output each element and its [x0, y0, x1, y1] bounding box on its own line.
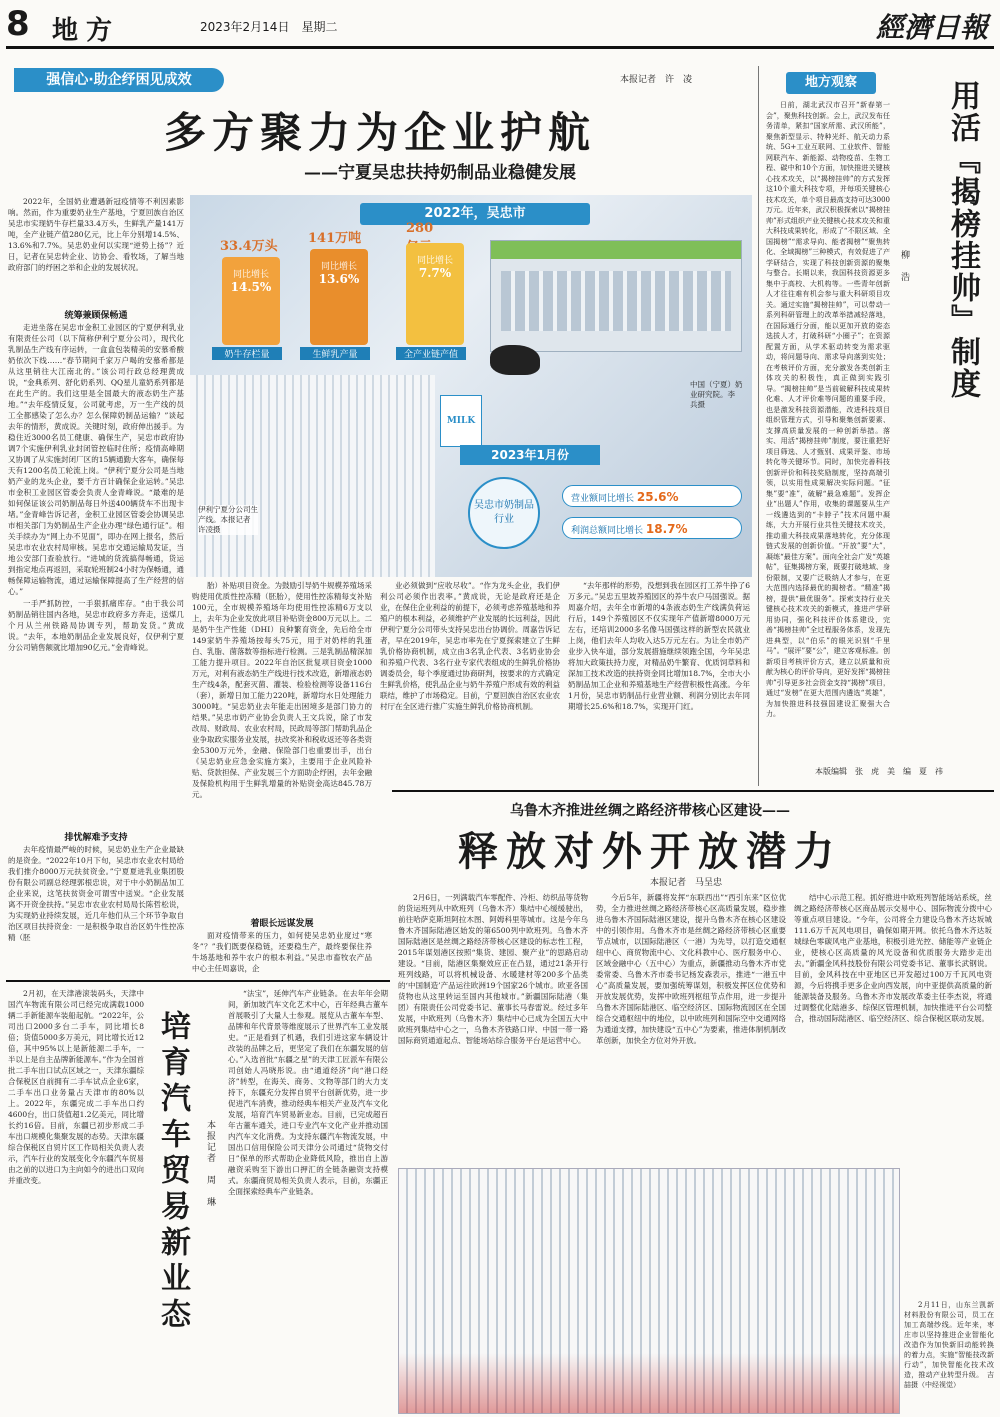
column-divider [758, 66, 759, 786]
issue-date: 2023年2月14日 星期二 [200, 20, 338, 34]
col2-paragraph: 胎）补贴项目资金。为鼓励引导奶牛规模养殖场采购使用优质性控冻精（胚胎），使用性控冻精每支补贴100元，全市规模养殖场年均使用性控冻精6万支以上，去年为企业发放此项目补贴资金800万元以上。二是奶牛生产性能（DHI）良种繁育资金，先后给全市149家奶牛养殖场按每头75元，用于对奶样的乳蛋白、乳脂、菌落数等指标进行检测。三是乳制品精深加工能力提升项目。2022年自治区批复项目资金1000万元，对利有液态奶生产线进行技术改造，新增液态奶生产线4条，配套灭菌、灌装、检验检测等设备116台（套），新增日加工能力220吨，新增均水日处理能力3000吨。“吴忠奶业去年能走出困境多是部门协力的结果。”吴忠市奶产业协会负责人王文兵说，除了市发改局、财政局、农业农村局，民政局等部门帮助乳品企业争取政实服务业发展，扶改奖补和税收返还等各类资金5300万元外，金融、保险部门也重要出手，出台《吴忠奶业应急金实施方案》，主要用于企业风险补贴、贷款担保、产业发展三个方面助企纾困，去年金融及保险机构用于生鲜乳增量的补贴资金高达845.78万元。 [192, 581, 372, 799]
growth1-pill [562, 485, 742, 507]
stat2-value: 141万吨 [308, 231, 362, 246]
stat3-value: 280 [406, 221, 434, 236]
col3-paragraph: 业必须做到“应收尽收”。“作为龙头企业，我们伊利公司必须作出表率。”黄成说，无论是政府还是企业，在保住企业利益的前提下，必须考虑养殖基地和养殖户的根本利益，必须维护产业发展的长远利益，因此伊利宁夏分公司带头支持吴忠出台协调价。周嘉告诉记者，早在2019年，吴忠市率先在宁夏探索建立了生鲜乳价格协商机制，成立由3名乳企代表、3名奶业协会和养殖户代表、3名行业专家代表组成的生鲜乳价格协调委员会，每个季度通过协商研判，按要求的方式确定生鲜乳价格，使乳品企业与奶牛养殖户形成有效的利益联结，维护了市场稳定。目前，宁夏回族自治区农业农村厅在全区进行推广实施生鲜乳价格协商机制。 [380, 581, 560, 711]
growth2-pill [562, 517, 742, 539]
article1-byline: 本报记者 许 凌 [620, 75, 693, 85]
growth1-pct: 25.6% [636, 490, 679, 504]
article1-col1b [8, 844, 184, 978]
building-windows [501, 271, 731, 331]
section3-heading: 着眼长远谋发展 [250, 919, 314, 929]
article3-col1 [8, 988, 144, 1412]
photo-caption-institute: 中国（宁夏）奶业研究院。李 兵摄 [690, 380, 743, 409]
article3-byline: 本报记者 周 琳 [205, 1120, 215, 1208]
growth2-label: 利润总额同比增长 [571, 526, 644, 536]
infographic-month-label: 2023年1月份 [460, 445, 600, 465]
stat3-name: 全产业链产值 [396, 347, 466, 360]
infographic [190, 195, 752, 577]
col1-paragraph: 走进坐落在吴忠市金积工业园区的宁夏伊利乳业有限责任公司（以下简称伊利宁夏分公司），现代化乳制品生产线有序运转，一盒盒包装精美的安慕希酸奶依次下线……“春节期间千家万户喝的安慕希都是从这里销往大江南北的。”该公司行政总经理黄成说，“金典系列、舒化奶系列、QQ星儿童奶系列都是在此生产的。我们这里是全国最大的液态奶生产基地。”“去年疫情反复，公司就考虑，万一生产线的员工全都感染了怎么办？怎么保障奶制品运输？”谈起去年的情形，黄成说。关键时刻，政府伸出援手。为稳住近3000名员工健康、确保生产，吴忠市政府协调7个实施伊利乳业封闭管控临时住所；疫情高峰期又协调了从实施封闭厂区的15辆通勤大客车，确保每天有1200名员工轮流上岗。“伊利宁夏分公司是当地奶产业的龙头企业，要千方百计确保企业运转。”吴忠市金积工业园区管委会负责人金青峰说。“最难的是如何保证该公司奶制品每日外送400辆货车不出现卡堵。”金青峰告诉记者，金积工业园区管委会协调吴忠市相关部门为奶制品生产企业办理“绿色通行证”。相关手续办为“网上办不见面”，即办在网上报名，然后吴忠市农业农村局审核。吴忠市交通运输局发证，当地公安部门查验放行。“进城的货流搞得畅通，货运到指定地点再返回，采取轮班制24小时为保畅通，通畅保障运输物流，通过运输保障提高了生产经营的信心。” [8, 323, 184, 596]
milk-carton-icon: MILK [440, 395, 482, 447]
growth1-label: 营业额同比增长 [571, 494, 635, 504]
section1-heading: 统筹兼顾保畅通 [64, 311, 128, 321]
section-name: 地方 [52, 16, 121, 46]
article1-col2 [192, 580, 372, 910]
article2-kicker: 乌鲁木齐推进丝绸之路经济带核心区建设—— [510, 803, 790, 819]
header-rule [6, 46, 994, 49]
article2-photo-caption [904, 1300, 994, 1412]
sidebar-author: 柳 浩 [899, 250, 909, 283]
section-rule [392, 790, 994, 792]
article2-col2-paragraph: 今后5年，新疆将发挥“东联西出”“西引东来”区位优势，全力推进丝绸之路经济带核心区高质量发展，稳步推进乌鲁木齐国际陆港区建设，提升乌鲁木齐在核心区建设中的引领作用。乌鲁木齐市是丝绸之路经济带核心区重要节点城市，以国际陆港区（一港）为先导，以打造交通枢纽中心、商贸物流中心、文化科教中心、医疗服务中心、区域金融中心（五中心）为重点，新疆推动乌鲁木齐市党委常委、乌鲁木齐市委书记杨发森表示，推进“一港五中心”高质量发展，要加强统筹谋划，积极发挥区位优势和开放发展优势，发挥中欧班列枢纽节点作用，进一步提升乌鲁木齐国际陆港区、临空经济区、国际物流园区在全国综合交通枢纽中的地位，以中欧班列和国际空中交通网络为通道支撑，加快建设“五中心”为要素，推进体制机制改革创新，加快全方位对外开放。 [596, 893, 786, 1045]
col4-paragraph: “去年那样的形势，没想到我在园区打工养牛挣了6万多元。”吴忠五里坡养殖园区的养牛农户马国强说。据周嘉介绍，去年全市新增的4条液态奶生产线满负荷运行后，149个养殖园区不仅实现年产值新增8000万元左右，还培训2000多名像马国强这样的新型农民就业上岗，他们去年人均收入达5万元左右。为让全市奶产业步入快车道，部分发展措施继续领跑全国，今年吴忠将加大政策扶持力度，对精品奶牛繁育、优质饲草料和深加工技术改造的扶持资金同比增加18.7%，全市大小奶制品加工企业和养殖基地生产经营积极性高涨。今年1月份，吴忠市奶制品行业营业额、利润分别比去年同期增长25.6%和18.7%，实现开门红。 [568, 581, 750, 711]
stat-bars [210, 221, 453, 345]
stat2-pct: 13.6% [318, 272, 360, 286]
stat2-name: 生鲜乳产量 [300, 347, 370, 360]
sidebar-body [766, 100, 890, 760]
stat1-bar [222, 257, 280, 345]
article3-col2-paragraph: “法宝”，延伸汽车产业链条。在去年年会期间，新加坡汽车文化艺术中心，百年经典古董车首展吸引了大量人士参观。展览从古董车车型、品牌和年代背景等维度展示了世界汽车工业发展史。“正是看到了机遇，我们引进这家车辆设计改装的品牌之后，更坚定了我们在东疆发展的信心。”入选首批“东疆之星”的天津工匠派车有限公司创始人冯晓彤说。由“通道经济”向“港口经济”转型，在海关、商务、文物等部门的大力支持下，东疆充分发挥自贸平台创新优势，进一步促进汽车消费，推动经典车相关产业及汽车文化发展，培育汽车贸易新业态。目前，已完成超百年古董车通关，进口专业汽车文化产业并推动国内汽车文化消费。为支持东疆汽车物流发展，中国出口信用保险公司天津分公司通过“货物交付日”保单的形式帮助企业降低风险，推出自上游融资采购至下游出口押汇的全链条融资支持模式。东疆商贸局相关负责人表示，目前，东疆正全面探索经典车产业链条。 [228, 989, 388, 1196]
newspaper-logo: 經濟日報 [875, 11, 988, 44]
stat2-bar [310, 249, 368, 345]
article3-title: 培育汽车贸易新业态 [155, 1010, 190, 1334]
article2-byline: 本报记者 马呈忠 [650, 878, 723, 888]
stat2-label: 同比增长 [320, 262, 357, 272]
photo-floor-shading [399, 1353, 899, 1413]
article1-col4 [568, 580, 750, 780]
lead-paragraph: 2022年，全国奶业遭遇新冠疫情等不利因素影响。然而，作为重要奶业生产基地，宁夏回族自治区吴忠市实现奶牛存栏量33.4万头，生鲜乳产量141万吨，全产业链产值280亿元，比上年分别增14.5%、13.6%和7.7%。吴忠奶业何以实现“逆势上扬”？近日，记者在吴忠转企业、访协会、看牧场，了解当地政府部门的纾困之举和企业的发展状况。 [8, 197, 184, 272]
article2-col1-paragraph: 2月6日，一列满载汽车零配件、冷柜、纺织品等货物的货运班列从中欧班列（乌鲁木齐）集结中心缓缓驶出，前往哈萨克斯坦阿拉木图、阿姆科里等城市。这是今年乌鲁木齐国际陆港区始发的第6500列中欧班列。乌鲁木齐国际陆港区是丝绸之路经济带核心区建设的标志性工程，2015年谋划港区按照“集货、建园、聚产业”的思路启动建设。“目前，陆港区集聚效应正在凸显，通过21条开行班列线路，可以将机械设备、水暖建材等200多个品类的‘中国制造’产品运往欧洲19个国家26个城市。欧亚各国货物也从这里转运至国内其他城市。”新疆国际陆港（集团）有限责任公司党委书记、董事长马春雷说。经过多年发展，中欧班列（乌鲁木齐）集结中心已成为全国五大中欧班列集结中心之一，乌鲁木齐铁路口岸、中国一带一路国际商贸通道起点、智能场站综合服务平台是运营中心。 [398, 893, 588, 1045]
article1-col1 [8, 322, 184, 822]
article2-col3 [794, 892, 992, 1164]
stat3-bar [406, 243, 464, 345]
photo-caption-text: 2月11日，山东兰凯新材料股份有限公司，员工在加工高端纱线。近年来，枣庄市以坚持推进企业智能化改造作为加快新旧动能转换的着力点，实施“智能技改新行动”，加快智能化技术改造，推动产业转型升级。 吉 喆摄（中经视觉） [904, 1301, 994, 1389]
col2-paragraph-2: 面对疫情带来的压力，如何使吴忠奶业度过“寒冬”？”我们既要保稳链，还要稳生产，最终要保住养牛场基地和养牛农户的根本利益。”吴忠市畜牧农产品中心主任周嘉说，企 [192, 931, 372, 973]
article2-col3-paragraph: 结中心示范工程。抓好推进中欧班列智能场站系统，丝绸之路经济带核心区商品展示交易中心、国际物流分拨中心等重点项目建设。“今年，公司将全力建设乌鲁木齐达坂城111.6万千瓦风电项目，确保如期开网。依托乌鲁木齐达坂城绿色零碳风电产业基地，积极引进光控、储能等产业链企业，使核心区高质量的风光设备和优质服务大踏步走出去。”新疆金风科技股份有限公司党委书记、董事长武钢说。目前，金风科技在中亚地区已开发超过100万千瓦风电资源，今后将携手更多企业向西发展，向中亚提供高质量的新能源装备及服务。乌鲁木齐市发展改革委主任李杰说，将通过调整优化陆港多、综保区管理机制，加快推进平台公司整合，推动国际陆港区、临空经济区、综合保税区联动发展。 [794, 893, 992, 1023]
infographic-year-label: 2022年，吴忠市 [360, 203, 590, 225]
sector-circle: 吴忠市奶制品行业 [468, 477, 540, 549]
article1-kicker: 强信心·助企纾困见成效 [14, 68, 224, 92]
research-building-photo [490, 240, 742, 352]
green-roof [491, 241, 741, 259]
article1-col3 [380, 580, 560, 780]
textile-factory-photo [398, 1168, 900, 1414]
stat3-label: 同比增长 [416, 256, 453, 266]
article2-title: 释放对外开放潜力 [458, 828, 842, 875]
article2-col1 [398, 892, 588, 1164]
cow-icon [490, 345, 540, 375]
sidebar-paragraph: 日前，湖北武汉市召开“新春第一会”，聚焦科技创新。会上，武汉发布任务清单，紧扣“国家所需、武汉所能”，聚焦新型显示、特种光纤、航天动力系统、5G+工业互联网、工业软件、智能网联汽车、新能源、动物疫苗、生物工程、碳中和10个方面，加快推进关键核心技术攻关，以“揭榜挂帅”的方式发挥这10个重大科技专项，并每项关键核心技术攻关，单个项目最高支持可达3000万元。近年来，武汉积极探索以“揭榜挂帅”形式组织产业关键核心技术攻关和重大科技成果转化，形成了“不限区域、全国揭榜”“需求导向、能者揭榜”“聚焦转化、全域揭榜”三种模式，有效促进了产学研结合，实现了科技创新资源的聚集与整合。长期以来，我国科技资源更多集中于高校、大机构等。一些青年创新人才往往难有机会参与重大科研项目攻关。通过实施“揭榜挂帅”，可以带动一系列科研管理上的改革举措减轻落地，在国际通行分面，能以更加开放的姿态选拔人才，打破科研“小圈子”；在资源配置方面，从学术驱动转变为需求驱动，将问题导向、需求导向落到实处；在考核评价方面，充分激发各类创新主体攻关的积极性，真正做到实践引导。“揭榜挂帅”是当前破解科技成果转化难、人才评价难等问题的重要手段，也是激发科技资源潜能，改进科技项目组织管理方式，引导和聚集创新要素、支撑高质量发展的一种创新举措。落实、用活“揭榜挂帅”制度，要注重把好项目筛选、人才甄别、成果评鉴、市场转化等关键环节。同时，加快完善科技创新评价和科技奖励制度，坚持高端引领，以实用性成果解决实际问题。“征集”要“准”，破解“最急难题”。发挥企业“出题人”作用，收集的课题要从生产一线遴选到的“卡脖子”技术问题中凝练，大力开展行业共性关键技术攻关，推动重大科技成果落地转化，充分体现链式发展的创新价值。“开放”要“大”，凝练“最佳方案”。面向全社会广发“英雄帖”，征集揭榜方案，既要打破地域、身份限制，又要广泛吸纳人才参与，在更大范围内选择最优的揭榜者。“精准”揭榜，提供“最优服务”。探索支持行业关键核心技术攻关的新模式，推进产学研用协同，强化科技评价体系建设，完善“揭榜挂帅”全过程服务体系，发现先进典型，以“伯乐”的眼光识别“千里马”。“展评”要“公”，建立客观标准。创新项目考核评价方式，建立以质量和贡献为核心的评价导向，更好发挥“揭榜挂帅”引导更多社会资金支持“揭榜”项目，通过“发榜”在更大范围内遴选“英雄”，为加快推进科技强国建设汇聚强大合力。 [766, 101, 890, 718]
stat1-pct: 14.5% [230, 280, 272, 294]
growth2-pct: 18.7% [645, 522, 688, 536]
sidebar-kicker: 地方观察 [786, 72, 876, 94]
article1-lead [8, 196, 184, 301]
article1-col2b [192, 930, 372, 978]
section2-heading: 排忧解难予支持 [64, 833, 128, 843]
page-number: 8 [6, 4, 30, 44]
production-line-photo [190, 375, 435, 577]
article3-col1-paragraph: 2月初，在天津港滚装码头，天津中国汽车物流有限公司已经完成满载1000辆二手新能源车装船起航。“2022年，公司出口2000多台二手车，同比增长8倍；货值5000多万美元，同比增长近12倍，其中95%以上是新能源二手车，一半以上是自主品牌新能源车。”作为全国首批二手车出口试点区域之一，天津东疆综合保税区自前拥有二手车试点企业6家，二手车出口业务量占天津市的80%以上。2022年，东疆完成二手车出口约4600台，出口货值超1.2亿美元，同比增长约16倍。目前，东疆已初步形成二手车出口规模化集聚发展的态势。天津东疆综合保税区自贸片区工作局相关负责人表示，汽车行业的发展变化令东疆汽车贸易由之前的以进口为主向如今的进出口双向并重改变。 [8, 989, 144, 1185]
col1-paragraph-3: 去年疫情最严峻的时候，吴忠奶业生产企业最缺的是资金。“2022年10月下旬，吴忠市农业农村局给我们推介8000万元扶贫资金。”宁夏夏进乳业集团股份有限公司副总经理郭根忠说，对于中小奶制品加工企业来说，这笔扶贫资金可谓雪中送炭。“企业发展离不开资金扶持。”吴忠市农业农村局局长陈哲松说，为实现奶业持续发展，近几年他们从三个环节争取自治区项目扶持资金：一是积极争取自治区奶牛性控冻精（胚 [8, 845, 184, 942]
sidebar-title: 用活『揭榜挂帅』制度 [945, 80, 980, 400]
article1-title: 多方聚力为企业护航 [163, 108, 596, 157]
photo-caption-factory: 伊利宁夏分公司生产线。本报记者 许凌摄 [198, 505, 258, 534]
stat1-value: 33.4万头 [220, 239, 278, 254]
stat1-label: 同比增长 [232, 270, 269, 280]
article3-rule [6, 980, 390, 982]
stat3-pct: 7.7% [418, 266, 452, 280]
editor-credit: 本版编辑 张 虎 美 编 夏 祎 [815, 767, 943, 776]
article1-subtitle: ——宁夏吴忠扶持奶制品业稳健发展 [304, 163, 576, 183]
article3-col2 [228, 988, 388, 1412]
col1-paragraph-2: 一手严抓防控，一手狠抓痛库存。“由于我公司奶制品销往国内各地，吴忠市政府多方奔走，送煤几个月从兰州铁路局协调专列，帮助发货。”黄成说。“去年，本地奶制品企业发展良好，仅伊利宁夏分公司销售额就比增加90亿元。”金青峰说。 [8, 599, 184, 652]
article2-col2 [596, 892, 786, 1164]
stat1-name: 奶牛存栏量 [212, 347, 282, 360]
